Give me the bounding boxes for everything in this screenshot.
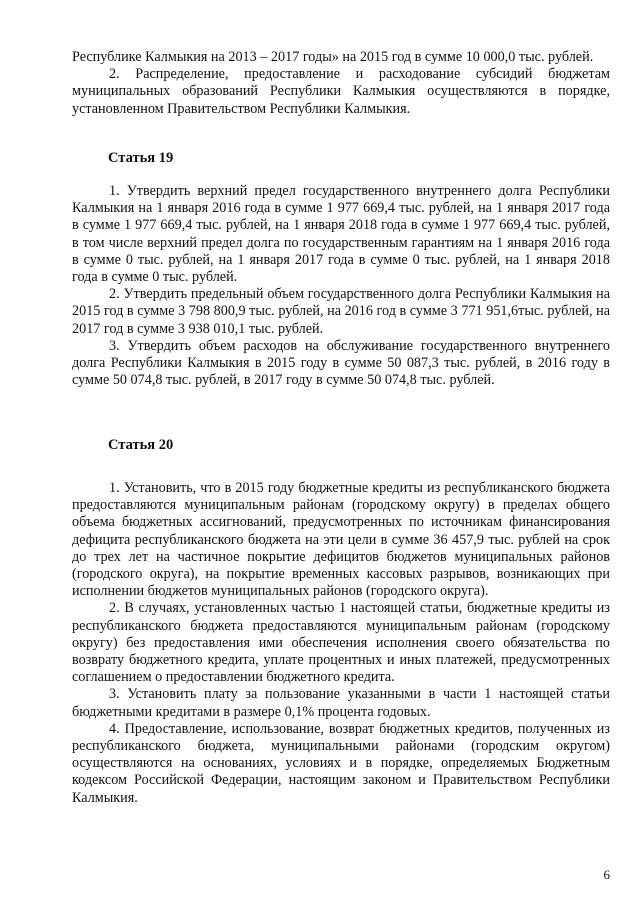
article-20-paragraph-3: 3. Установить плату за пользование указанными в части 1 настоящей статьи бюджетными кредитами в размере 0,1% процента годовых. — [72, 686, 610, 720]
intro-paragraph-2: 2. Распределение, предоставление и расходование субсидий бюджетам муниципальных образований Республики Калмыкия осуществляются в порядке, установленном Правительством Республики Калмыкия. — [72, 66, 610, 117]
article-20-paragraph-2: 2. В случаях, установленных частью 1 настоящей статьи, бюджетные кредиты из республиканского бюджета предоставляются муниципальным районам (городскому округу) без предоставления ими обеспечения исполнения своего обязательства по возврату бюджетного кредита, уплате процентных и иных платежей, предусмотренных соглашением о предоставлении бюджетного кредита. — [72, 600, 610, 686]
article-19-paragraph-3: 3. Утвердить объем расходов на обслуживание государственного внутреннего долга Республики Калмыкия в 2015 году в сумме 50 087,3 тыс. рублей, в 2016 году в сумме 50 074,8 тыс. рублей, в 2017 году в сумме 50 074,8 тыс. рублей. — [72, 337, 610, 389]
intro-section — [72, 49, 610, 118]
article-19-paragraph-1: 1. Утвердить верхний предел государственного внутреннего долга Республики Калмыкия на 1 января 2016 года в сумме 1 977 669,4 тыс. рублей, на 1 января 2017 года в сумме 1 977 669,4 тыс. рублей, на 1 января 2018 года в сумме 1 977 669,4 тыс. рублей, в том числе верхний предел долга по государственным гарантиям на 1 января 2016 года в сумме 0 тыс. рублей, на 1 января 2017 года в сумме 0 тыс. рублей, на 1 января 2018 года в сумме 0 тыс. рублей. — [72, 183, 610, 286]
article-19-body — [72, 183, 610, 389]
article-20-paragraph-1: 1. Установить, что в 2015 году бюджетные кредиты из республиканского бюджета предоставляются муниципальным районам (городскому округу) в пределах общего объема бюджетных ассигнований, предусмотренных по источникам финансирования дефицита республиканского бюджета на эти цели в сумме 36 457,9 тыс. рублей на срок до трех лет на частичное покрытие дефицитов бюджетов муниципальных районов (городского округа), на покрытие временных кассовых разрывов, возникающих при исполнении бюджетов муниципальных районов (городского округа). — [72, 480, 610, 600]
article-20-heading: Статья 20 — [108, 437, 174, 453]
page-number: 6 — [603, 867, 610, 882]
article-20-paragraph-4: 4. Предоставление, использование, возврат бюджетных кредитов, полученных из республиканского бюджета, муниципальными районами (городским округом) осуществляются на основаниях, условиях и в порядке, определяемых Бюджетным кодексом Российской Федерации, настоящим законом и Правительством Республики Калмыкия. — [72, 720, 610, 806]
article-20-body — [72, 480, 610, 807]
article-19-paragraph-2: 2. Утвердить предельный объем государственного долга Республики Калмыкия на 2015 год в сумме 3 798 800,9 тыс. рублей, на 2016 год в сумме 3 771 951,6тыс. рублей, на 2017 год в сумме 3 938 010,1 тыс. рублей. — [72, 286, 610, 337]
article-19-heading: Статья 19 — [108, 150, 174, 166]
intro-continuation: Республике Калмыкия на 2013 – 2017 годы» на 2015 год в сумме 10 000,0 тыс. рублей. — [72, 49, 594, 65]
